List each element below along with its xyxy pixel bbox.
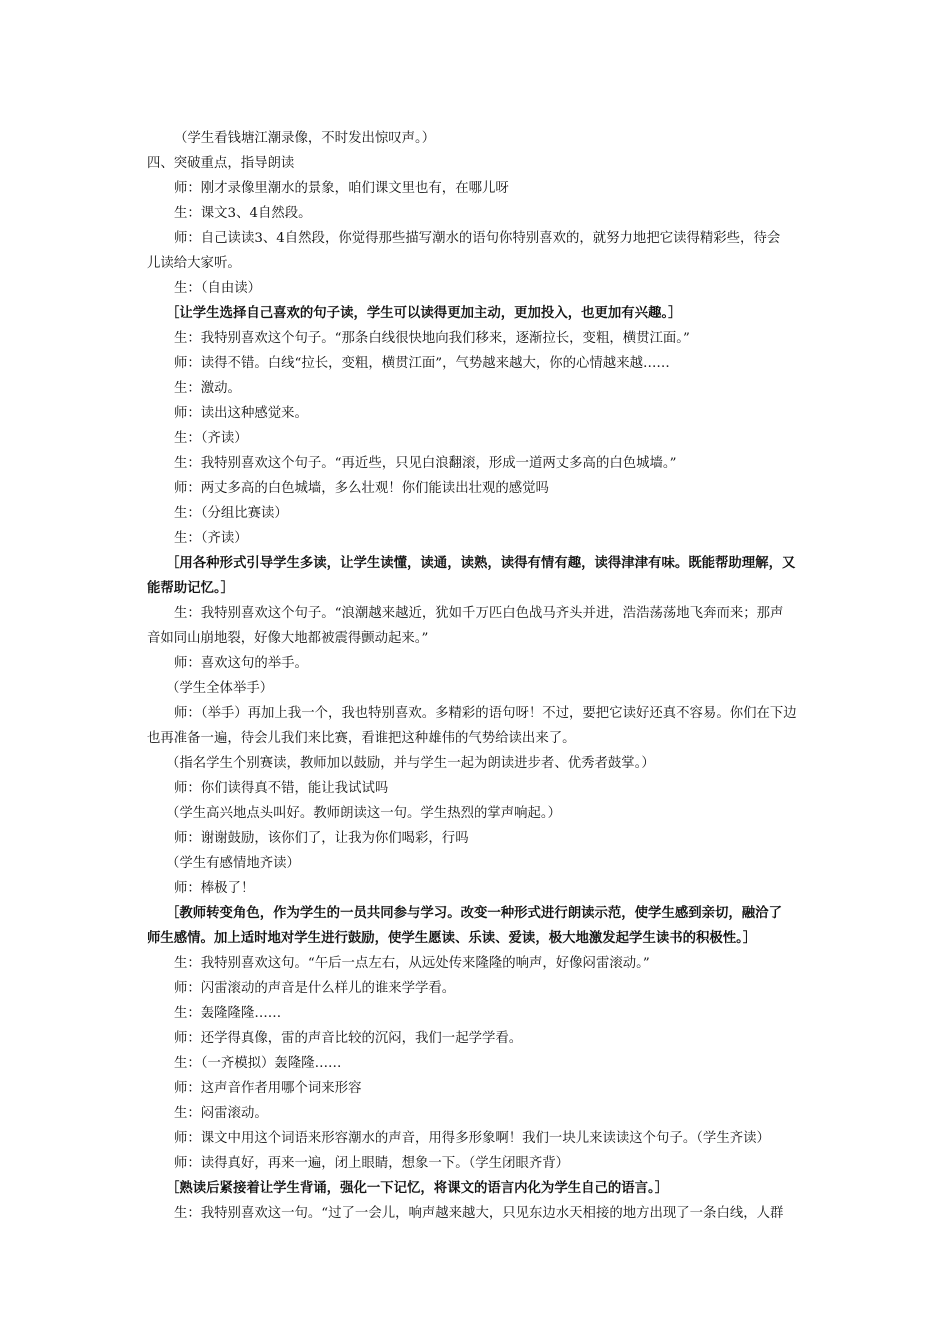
text-line: 生：闷雷滚动。 [174, 1106, 268, 1121]
text-line: 生：（齐读） [174, 431, 248, 446]
text-line: 生：课文3、4自然段。 [174, 206, 312, 221]
teaching-note: ［教师转变角色，作为学生的一员共同参与学习。改变一种形式进行朗读示范，使学生感到亲切，融洽了 [166, 906, 782, 921]
text-line: 生：我特别喜欢这句。“午后一点左右，从远处传来隆隆的响声，好像闷雷滚动。” [174, 956, 650, 971]
text-line: 师：读得不错。白线“拉长，变粗，横贯江面”，气势越来越大，你的心情越来越…… [174, 356, 670, 371]
text-line: 音如同山崩地裂，好像大地都被震得颤动起来。” [147, 631, 429, 646]
text-line: 生：我特别喜欢这个句子。“再近些，只见白浪翻滚，形成一道两丈多高的白色城墙。” [174, 456, 677, 471]
text-line: 师：还学得真像，雷的声音比较的沉闷，我们一起学学看。 [174, 1031, 523, 1046]
text-line: 生：激动。 [174, 381, 241, 396]
text-line: 生：我特别喜欢这个句子。“那条白线很快地向我们移来，逐渐拉长，变粗，横贯江面。” [174, 331, 690, 346]
teaching-note: ［让学生选择自己喜欢的句子读，学生可以读得更加主动，更加投入，也更加有兴趣。］ [166, 306, 682, 321]
text-line: 生：我特别喜欢这个句子。“浪潮越来越近，犹如千万匹白色战马齐头并进，浩浩荡荡地飞奔而来；那声 [174, 606, 784, 621]
text-line: （学生高兴地点头叫好。教师朗读这一句。学生热烈的掌声响起。） [166, 806, 562, 821]
teaching-note: 师生感情。加上适时地对学生进行鼓励，使学生愿读、乐读、爱读，极大地激发起学生读书的积极性。］ [147, 931, 757, 946]
text-line: 也再准备一遍，待会儿我们来比赛，看谁把这种雄伟的气势给读出来了。 [147, 731, 576, 746]
text-line: 师：闪雷滚动的声音是什么样儿的谁来学学看。 [174, 981, 456, 996]
text-line: 师：两丈多高的白色城墙，多么壮观！你们能读出壮观的感觉吗 [174, 481, 549, 496]
text-line: （学生看钱塘江潮录像，不时发出惊叹声。） [174, 131, 436, 146]
text-line: 师：你们读得真不错，能让我试试吗 [174, 781, 389, 796]
text-line: 师：读得真好，再来一遍，闭上眼睛，想象一下。（学生闭眼齐背） [174, 1156, 570, 1171]
text-line: 生：（一齐模拟）轰隆隆…… [174, 1056, 342, 1071]
text-line: 生：我特别喜欢这一句。“过了一会儿，响声越来越大，只见东边水天相接的地方出现了一条白线，人群 [174, 1206, 784, 1221]
text-line: 师：课文中用这个词语来形容潮水的声音，用得多形象啊！我们一块儿来读读这个句子。（学生齐读） [174, 1131, 770, 1146]
text-line: 师：自己读读3、4自然段，你觉得那些描写潮水的语句你特别喜欢的，就努力地把它读得精彩些，待会 [174, 231, 781, 246]
text-line: 儿读给大家听。 [147, 256, 241, 271]
text-line: 师：喜欢这句的举手。 [174, 656, 308, 671]
teaching-note: ［用各种形式引导学生多读，让学生读懂，读通，读熟，读得有情有趣，读得津津有味。既能帮助理解，又 [166, 556, 796, 571]
text-line: 师：这声音作者用哪个词来形容 [174, 1081, 362, 1096]
text-line: 生：（自由读） [174, 281, 262, 296]
text-line: （学生有感情地齐读） [166, 856, 300, 871]
text-line: 生：轰隆隆隆…… [174, 1006, 282, 1021]
text-line: （指名学生个别赛读，教师加以鼓励，并与学生一起为朗读进步者、优秀者鼓掌。） [166, 756, 655, 771]
text-line: 师：读出这种感觉来。 [174, 406, 308, 421]
teaching-note: ［熟读后紧接着让学生背诵，强化一下记忆，将课文的语言内化为学生自己的语言。］ [166, 1181, 669, 1196]
section-heading: 四、突破重点，指导朗读 [147, 156, 295, 171]
text-line: 师：棒极了！ [174, 881, 255, 896]
text-line: 生：（齐读） [174, 531, 248, 546]
text-line: 师：谢谢鼓励，该你们了，让我为你们喝彩，行吗 [174, 831, 469, 846]
text-line: 师：刚才录像里潮水的景象，咱们课文里也有，在哪儿呀 [174, 181, 509, 196]
text-line: （学生全体举手） [166, 681, 274, 696]
teaching-note: 能帮助记忆。］ [147, 581, 235, 596]
text-line: 师：（举手）再加上我一个，我也特别喜欢。多精彩的语句呀！不过，要把它读好还真不容易。你们在下边 [174, 706, 797, 721]
text-line: 生：（分组比赛读） [174, 506, 288, 521]
